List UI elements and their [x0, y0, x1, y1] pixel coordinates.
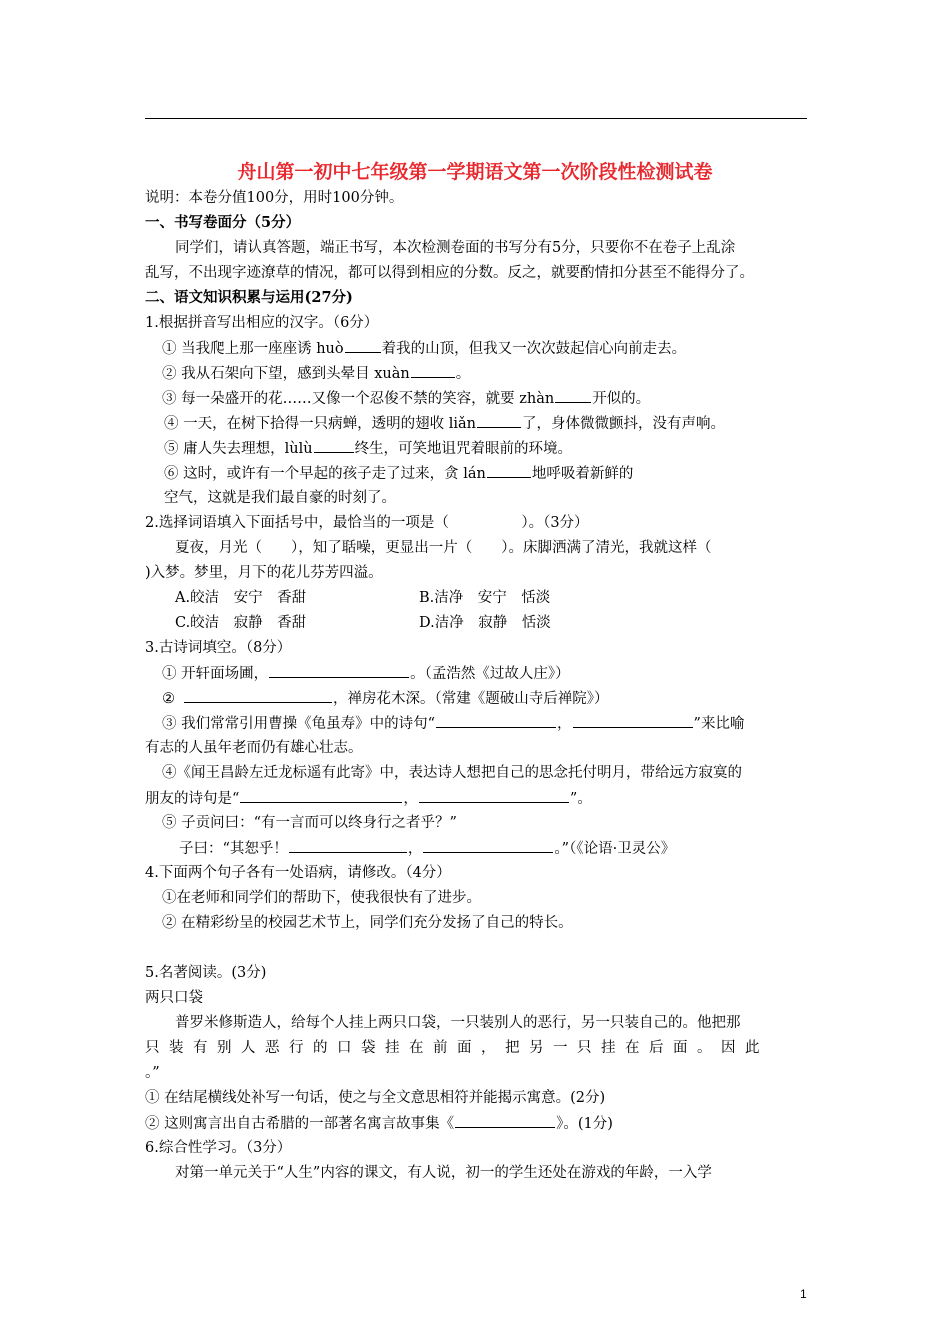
header-rule — [145, 118, 807, 119]
q5-passage-line-1: 普罗米修斯造人，给每个人挂上两只口袋，一只装别人的恶行，另一只装自己的。他把那 — [175, 1015, 741, 1031]
answer-blank[interactable] — [240, 788, 402, 803]
answer-blank[interactable] — [423, 838, 553, 853]
q2-passage-line-2: )入梦。梦里，月下的花儿芬芳四溢。 — [145, 565, 383, 581]
page-number: 1 — [800, 1287, 807, 1301]
q1-item-2: ② 我从石架向下望，感到头晕目 xuàn 。 — [162, 363, 470, 384]
answer-blank[interactable] — [411, 363, 455, 378]
answer-blank[interactable] — [573, 713, 693, 728]
q1-item-1: ① 当我爬上那一座座诱 huò 着我的山顶，但我又一次次鼓起信心向前走去。 — [162, 338, 686, 359]
answer-blank[interactable] — [436, 713, 556, 728]
q5-stem: 5.名著阅读。(3分) — [145, 965, 267, 981]
section-1-paragraph-line-2: 乱写，不出现字迹潦草的情况，都可以得到相应的分数。反之，就要酌情扣分甚至不能得分了。 — [145, 265, 754, 281]
q2-option-d[interactable]: D.洁净 寂静 恬淡 — [419, 615, 551, 631]
q2-option-a[interactable]: A.皎洁 安宁 香甜 — [175, 590, 307, 606]
answer-blank[interactable] — [555, 388, 591, 403]
q5-passage-line-3: 。” — [145, 1065, 160, 1081]
answer-blank[interactable] — [345, 338, 381, 353]
answer-blank[interactable] — [184, 688, 332, 703]
exam-note: 说明：本卷分值100分，用时100分钟。 — [145, 190, 404, 206]
answer-blank[interactable] — [269, 663, 409, 678]
section-1-heading: 一、书写卷面分（5分） — [145, 214, 301, 231]
q3-item-5-continued: 子曰：“其恕乎！ ， 。”（《论语·卫灵公》 — [179, 838, 675, 859]
q3-item-3-continued: 有志的人虽年老而仍有雄心壮志。 — [145, 740, 363, 756]
answer-blank[interactable] — [419, 788, 569, 803]
q4-item-2: ② 在精彩纷呈的校园艺术节上，同学们充分发扬了自己的特长。 — [162, 915, 573, 931]
answer-blank[interactable] — [477, 413, 521, 428]
q4-stem: 4.下面两个句子各有一处语病，请修改。（4分） — [145, 865, 451, 881]
q5-passage-line-2: 只装有别人恶行的口袋挂在前面，把另一只挂在后面。因此 — [145, 1040, 769, 1056]
q3-stem: 3.古诗词填空。（8分） — [145, 640, 292, 656]
q3-item-4-continued: 朋友的诗句是“ ， ”。 — [145, 788, 592, 809]
section-2-heading: 二、语文知识积累与运用(27分) — [145, 289, 353, 306]
q2-option-c[interactable]: C.皎洁 寂静 香甜 — [175, 615, 307, 631]
answer-blank[interactable] — [289, 838, 407, 853]
q5-subtitle: 两只口袋 — [145, 990, 203, 1006]
q3-item-2: ② ，禅房花木深。（常建《题破山寺后禅院》） — [162, 688, 609, 709]
q2-passage-line-1: 夏夜，月光（ ），知了聒噪，更显出一片（ ）。床脚洒满了清光，我就这样（ — [175, 540, 712, 556]
q1-stem: 1.根据拼音写出相应的汉字。（6分） — [145, 315, 379, 331]
q1-item-6-continued: 空气，这就是我们最自豪的时刻了。 — [164, 490, 396, 506]
answer-blank[interactable] — [314, 438, 354, 453]
q6-stem: 6.综合性学习。（3分） — [145, 1140, 292, 1156]
q1-item-3: ③ 每一朵盛开的花……又像一个忍俊不禁的笑容，就要 zhàn 开似的。 — [162, 388, 650, 409]
q2-stem: 2.选择词语填入下面括号中，最恰当的一项是（ ）。（3分） — [145, 515, 589, 531]
page-title: 舟山第一初中七年级第一学期语文第一次阶段性检测试卷 — [237, 161, 713, 183]
q3-item-1: ① 开轩面场圃， 。（孟浩然《过故人庄》） — [162, 663, 570, 684]
answer-blank[interactable] — [487, 463, 531, 478]
answer-blank[interactable] — [455, 1113, 555, 1128]
q3-item-3: ③ 我们常常引用曹操《龟虽寿》中的诗句“ ， ”来比喻 — [162, 713, 744, 734]
q6-passage-line-1: 对第一单元关于“人生”内容的课文，有人说，初一的学生还处在游戏的年龄，一入学 — [175, 1165, 712, 1181]
q1-item-4: ④ 一天，在树下拾得一只病蝉，透明的翅收 liǎn 了，身体微微颤抖，没有声响。 — [164, 413, 725, 434]
q2-option-b[interactable]: B.洁净 安宁 恬淡 — [419, 590, 551, 606]
q1-item-5: ⑤ 庸人失去理想，lùlù 终生，可笑地诅咒着眼前的环境。 — [164, 438, 572, 459]
section-1-paragraph-line-1: 同学们，请认真答题，端正书写，本次检测卷面的书写分有5分，只要你不在卷子上乱涂 — [175, 240, 736, 256]
q3-item-4: ④《闻王昌龄左迁龙标遥有此寄》中，表达诗人想把自己的思念托付明月，带给远方寂寞的 — [162, 765, 742, 781]
q5-item-2: ② 这则寓言出自古希腊的一部著名寓言故事集《 》。(1分) — [145, 1113, 613, 1134]
q1-item-6: ⑥ 这时，或许有一个早起的孩子走了过来，贪 lán 地呼吸着新鲜的 — [164, 463, 633, 484]
q5-item-1: ① 在结尾横线处补写一句话，使之与全文意思相符并能揭示寓意。(2分) — [145, 1090, 606, 1106]
q4-item-1: ①在老师和同学们的帮助下，使我很快有了进步。 — [162, 890, 481, 906]
q3-item-5: ⑤ 子贡问曰：“有一言而可以终身行之者乎？” — [162, 815, 457, 831]
